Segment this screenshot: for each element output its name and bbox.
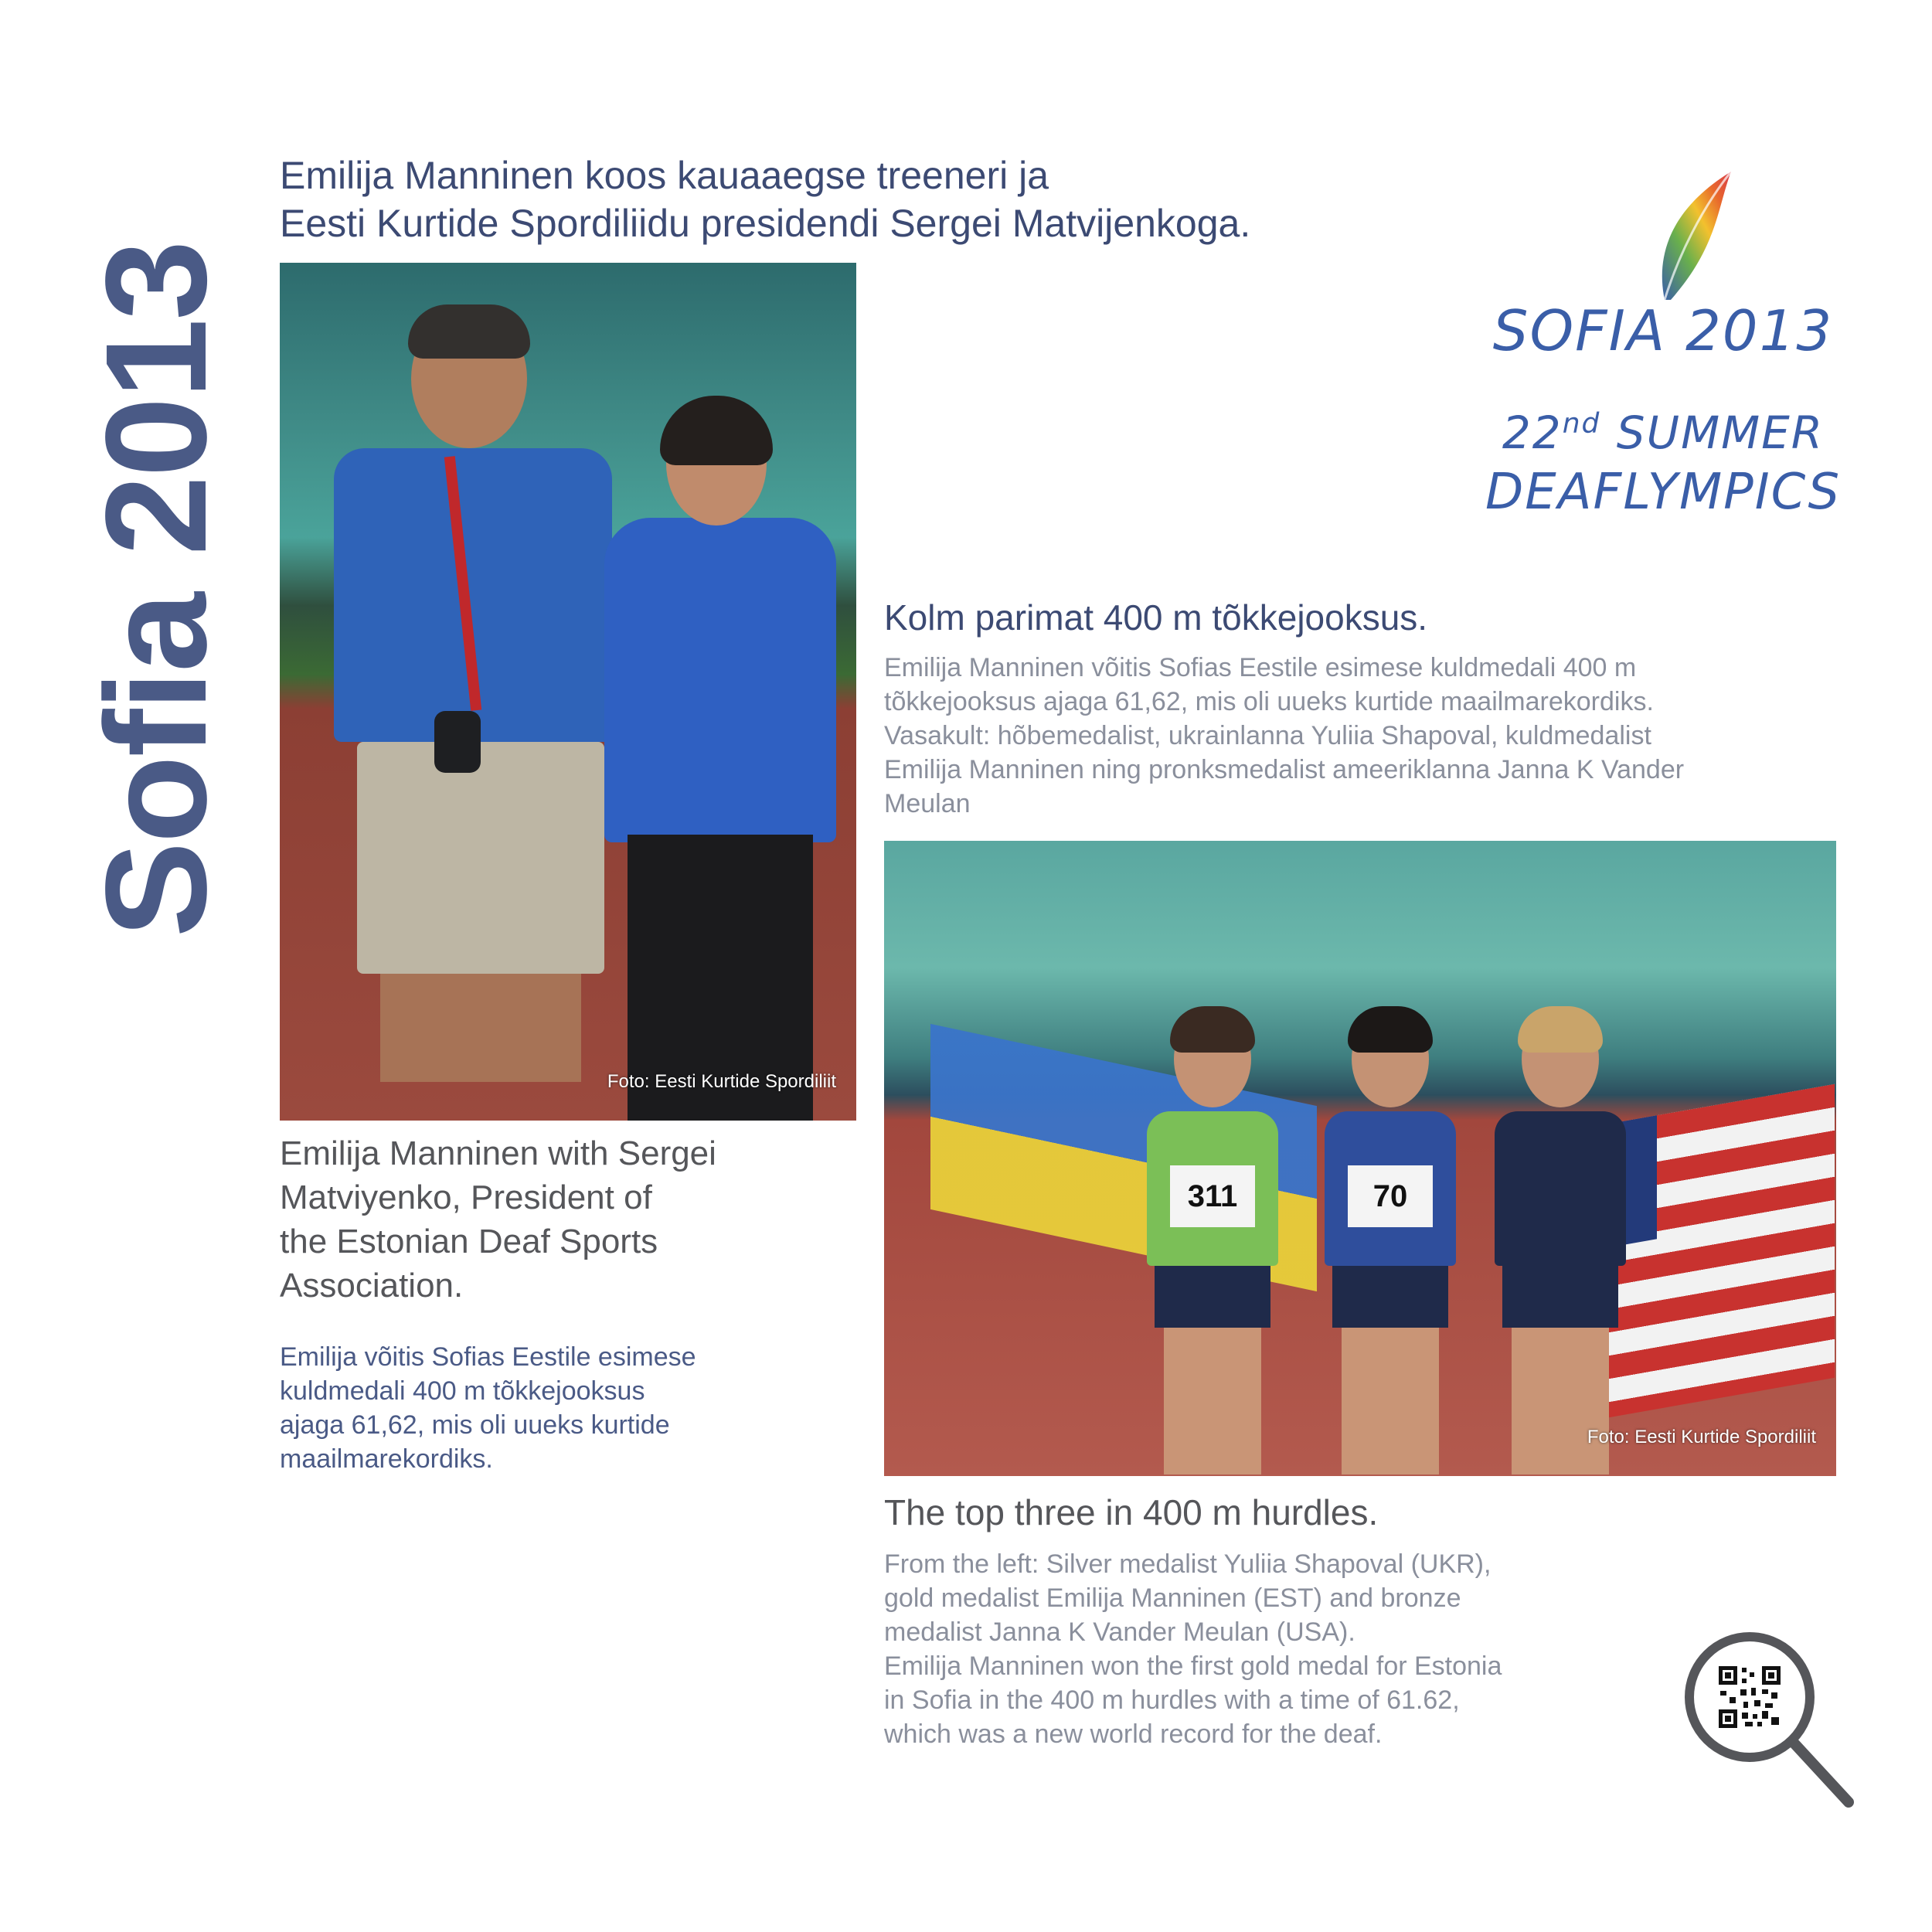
photo-credit: Foto: Eesti Kurtide Spordiliit [1587, 1427, 1816, 1447]
bottom-section-heading: The top three in 400 m hurdles. [884, 1492, 1379, 1532]
bottom-body-line: which was a new world record for the deaf. [884, 1719, 1383, 1749]
right-body-line: Meulan [884, 789, 971, 818]
logo-line-3: DEAFLYMPICS [1485, 464, 1842, 521]
bottom-body-line: gold medalist Emilija Manninen (EST) and bronze [884, 1583, 1461, 1613]
left-caption [280, 1131, 836, 1308]
logo-ordinal-suffix: nd [1562, 407, 1601, 440]
top-heading [280, 151, 1377, 247]
bottom-body-line: Emilija Manninen won the first gold medal for Estonia [884, 1651, 1502, 1681]
vertical-title-text: Sofia 2013 [77, 241, 236, 938]
left-body-line: ajaga 61,62, mis oli uueks kurtide [280, 1410, 670, 1440]
left-body-line: maailmarekordiks. [280, 1444, 493, 1474]
right-section-heading: Kolm parimat 400 m tõkkejooksus. [884, 597, 1428, 638]
magnifier-icon [1679, 1626, 1856, 1811]
photo-credit: Foto: Eesti Kurtide Spordiliit [607, 1071, 836, 1092]
left-caption-line: Association. [280, 1267, 464, 1304]
bib-number: 311 [1170, 1165, 1255, 1227]
sofia-2013-deaflympics-logo [1485, 162, 1841, 526]
right-section-body [884, 651, 1684, 821]
left-caption-line: the Estonian Deaf Sports [280, 1223, 658, 1260]
bottom-body-line: medalist Janna K Vander Meulan (USA). [884, 1617, 1355, 1647]
left-body [280, 1340, 836, 1476]
athlete-ukr [1139, 1011, 1286, 1475]
bottom-body-line: From the left: Silver medalist Yuliia Shapoval (UKR), [884, 1549, 1492, 1579]
coach-and-athlete-photo [280, 263, 856, 1121]
top-heading-line-1: Emilija Manninen koos kauaaegse treeneri ja [280, 154, 1049, 197]
qr-magnifier[interactable] [1679, 1626, 1856, 1811]
left-caption-line: Matviyenko, President of [280, 1179, 652, 1216]
right-body-line: Emilija Manninen võitis Sofias Eestile esimese kuldmedali 400 m [884, 653, 1637, 682]
athlete-est [1317, 1011, 1464, 1475]
vertical-title [77, 161, 236, 1019]
podium-three-athletes-photo [884, 841, 1836, 1476]
left-body-line: kuldmedali 400 m tõkkejooksus [280, 1376, 645, 1406]
athlete-figure [604, 402, 836, 1121]
bottom-body-line: in Sofia in the 400 m hurdles with a time of 61.62, [884, 1685, 1460, 1715]
logo-line-2 [1485, 406, 1841, 459]
logo-line-1: SOFIA 2013 [1492, 298, 1834, 363]
bottom-section-body [884, 1547, 1502, 1751]
feather-icon [1485, 162, 1841, 301]
logo-ordinal-number: 22 [1502, 406, 1563, 459]
qr-code-icon [1719, 1666, 1781, 1728]
left-body-line: Emilija võitis Sofias Eestile esimese [280, 1342, 696, 1372]
left-caption-line: Emilija Manninen with Sergei [280, 1134, 716, 1172]
athlete-usa [1487, 1011, 1634, 1475]
bib-number: 70 [1348, 1165, 1433, 1227]
right-body-line: Vasakult: hõbemedalist, ukrainlanna Yuliia Shapoval, kuldmedalist [884, 721, 1651, 750]
right-body-line: Emilija Manninen ning pronksmedalist ameeriklanna Janna K Vander [884, 755, 1685, 784]
top-heading-line-2: Eesti Kurtide Spordiliidu presidendi Sergei Matvijenkoga. [280, 202, 1251, 245]
logo-summer: SUMMER [1616, 406, 1825, 459]
coach-figure [334, 309, 612, 1082]
right-body-line: tõkkejooksus ajaga 61,62, mis oli uueks kurtide maailmarekordiks. [884, 687, 1654, 716]
